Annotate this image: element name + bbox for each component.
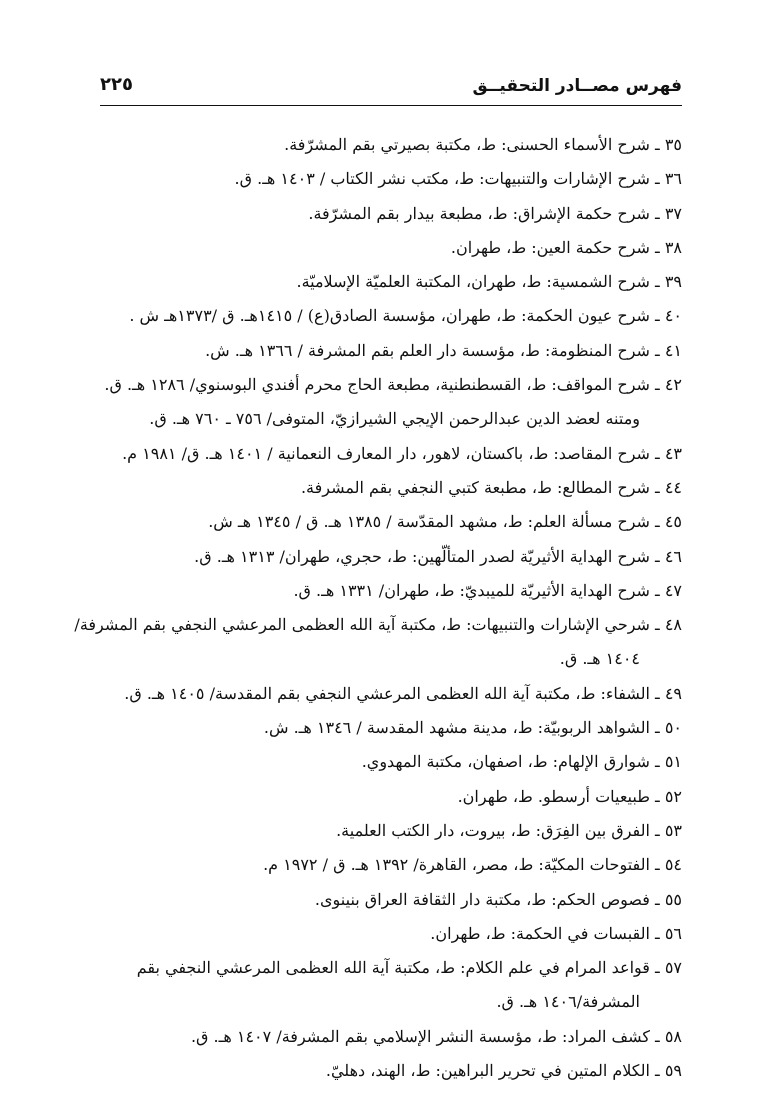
entry-text: ٣٧ ـ شرح حكمة الإشراق: ط، مطبعة بيدار بقم المشرّفة.: [308, 203, 682, 223]
source-entry-50: [96, 711, 682, 745]
entry-continuation: المشرفة/١٤٠٦ هـ. ق.: [496, 992, 640, 1012]
entry-text: ٤٠ ـ شرح عيون الحكمة: ط، طهران، مؤسسة الصادق(ع) / ١٤١٥هـ. ق /١٣٧٣هـ ش .: [129, 306, 682, 326]
entry-text: ٥٣ ـ الفرق بين الفِرَق: ط، بيروت، دار الكتب العلمية.: [336, 820, 682, 840]
source-entry-54: [96, 848, 682, 882]
source-entry-36: [96, 162, 682, 196]
source-entry-37: [96, 197, 682, 231]
entry-text: ٣٩ ـ شرح الشمسية: ط، طهران، المكتبة العلميّة الإسلاميّة.: [296, 272, 682, 292]
source-entry-58: [96, 1020, 682, 1054]
entry-text: ٤٤ ـ شرح المطالع: ط، مطبعة كتبي النجفي بقم المشرفة.: [300, 477, 682, 497]
source-entry-59: [96, 1054, 682, 1088]
entry-text: ٥٨ ـ كشف المراد: ط، مؤسسة النشر الإسلامي بقم المشرفة/ ١٤٠٧ هـ. ق.: [190, 1026, 682, 1046]
entry-text: ٥١ ـ شوارق الإلهام: ط، اصفهان، مكتبة المهدوي.: [361, 752, 682, 772]
entry-text: ٥٥ ـ فصوص الحكم: ط، مكتبة دار الثقافة العراق بنينوى.: [314, 889, 682, 909]
entry-text: ٥٧ ـ قواعد المرام في علم الكلام: ط، مكتبة آية الله العظمى المرعشي النجفي بقم: [136, 958, 682, 978]
source-entry-43: [96, 437, 682, 471]
source-entry-56: [96, 917, 682, 951]
source-entry-44: [96, 471, 682, 505]
entry-text: ٣٨ ـ شرح حكمة العين: ط، طهران.: [450, 237, 682, 257]
entry-text: ٤٦ ـ شرح الهداية الأثيريّة لصدر المتألّهين: ط، حجري، طهران/ ١٣١٣ هـ. ق.: [194, 546, 682, 566]
source-entry-51: [96, 745, 682, 779]
source-entry-40: [96, 299, 682, 333]
entry-text: ٥٩ ـ الكلام المتين في تحرير البراهين: ط، الهند، دهليّ.: [325, 1061, 682, 1081]
entry-continuation: ومتنه لعضد الدين عبدالرحمن الإيجي الشيرازيّ، المتوفى/ ٧٥٦ ـ ٧٦٠ هـ. ق.: [149, 409, 640, 429]
source-entry-41: [96, 334, 682, 368]
source-entry-35: [96, 128, 682, 162]
entry-text: ٤٨ ـ شرحي الإشارات والتنبيهات: ط، مكتبة آية الله العظمى المرعشي النجفي بقم المشرفة/: [74, 615, 682, 635]
source-entry-48: [74, 608, 682, 677]
source-entry-39: [96, 265, 682, 299]
running-title: فهرس مصــادر التحقيــق: [472, 76, 682, 96]
entry-text: ٥٢ ـ طبيعيات أرسطو. ط، طهران.: [457, 786, 682, 806]
source-entry-57: [96, 951, 682, 1020]
source-entry-53: [96, 814, 682, 848]
source-entry-38: [96, 231, 682, 265]
entry-text: ٤٣ ـ شرح المقاصد: ط، باكستان، لاهور، دار المعارف النعمانية / ١٤٠١ هـ. ق/ ١٩٨١ م.: [122, 443, 682, 463]
entry-text: ٤٩ ـ الشفاء: ط، مكتبة آية الله العظمى المرعشي النجفي بقم المقدسة/ ١٤٠٥ هـ. ق.: [124, 683, 682, 703]
entry-text: ٥٠ ـ الشواهد الربوبيّة: ط، مدينة مشهد المقدسة / ١٣٤٦ هـ. ش.: [263, 718, 682, 738]
entry-text: ٣٦ ـ شرح الإشارات والتنبيهات: ط، مكتب نشر الكتاب / ١٤٠٣ هـ. ق.: [234, 169, 682, 189]
sources-list: [74, 128, 682, 1088]
source-entry-52: [96, 780, 682, 814]
entry-text: ٤٥ ـ شرح مسألة العلم: ط، مشهد المقدّسة / ١٣٨٥ هـ. ق / ١٣٤٥ هـ ش.: [208, 512, 682, 532]
entry-text: ٥٤ ـ الفتوحات المكيّة: ط، مصر، القاهرة/ ١٣٩٢ هـ. ق / ١٩٧٢ م.: [263, 855, 682, 875]
entry-text: ٤١ ـ شرح المنظومة: ط، مؤسسة دار العلم بقم المشرفة / ١٣٦٦ هـ. ش.: [205, 340, 682, 360]
entry-text: ٤٢ ـ شرح المواقف: ط، القسطنطنية، مطبعة الحاج محرم أفندي البوسنوي/ ١٢٨٦ هـ. ق.: [104, 375, 682, 395]
entry-continuation: ١٤٠٤ هـ. ق.: [559, 649, 640, 669]
entry-text: ٥٦ ـ القبسات في الحكمة: ط، طهران.: [430, 923, 682, 943]
source-entry-45: [96, 505, 682, 539]
page-header: [100, 70, 682, 104]
header-divider: [100, 105, 682, 106]
source-entry-49: [96, 677, 682, 711]
page-number: ٢٢٥: [100, 74, 133, 95]
source-entry-42: [96, 368, 682, 437]
entry-text: ٣٥ ـ شرح الأسماء الحسنى: ط، مكتبة بصيرتي بقم المشرّفة.: [284, 135, 682, 154]
source-entry-46: [96, 540, 682, 574]
source-entry-47: [96, 574, 682, 608]
entry-text: ٤٧ ـ شرح الهداية الأثيريّة للميبديّ: ط، طهران/ ١٣٣١ هـ. ق.: [293, 580, 682, 600]
source-entry-55: [96, 883, 682, 917]
